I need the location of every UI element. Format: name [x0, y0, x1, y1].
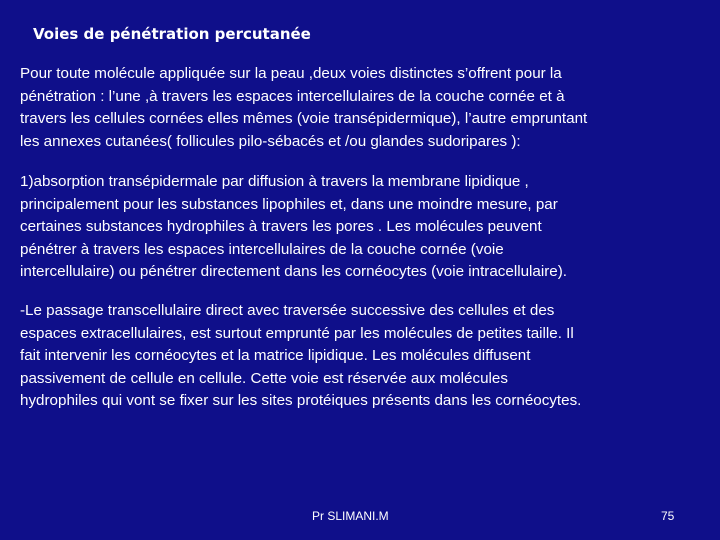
paragraph-line: pénétration : l’une ,à travers les espaces intercellulaires de la couche cornée et à	[20, 87, 565, 105]
footer-author: Pr SLIMANI.M	[312, 509, 389, 523]
paragraph-line: passivement de cellule en cellule. Cette voie est réservée aux molécules	[20, 369, 508, 387]
paragraph-line: hydrophiles qui vont se fixer sur les sites protéiques présents dans les cornéocytes.	[20, 392, 582, 410]
slide-title: Voies de pénétration percutanée	[33, 25, 311, 43]
paragraph-intro	[20, 63, 704, 153]
paragraph-line: les annexes cutanées( follicules pilo-sébacés et /ou glandes sudoripares ):	[20, 132, 521, 150]
paragraph-line: principalement pour les substances lipophiles et, dans une moindre mesure, par	[20, 195, 558, 213]
paragraph-line: espaces extracellulaires, est surtout emprunté par les molécules de petites taille. Il	[20, 324, 574, 342]
paragraph-line: certaines substances hydrophiles à travers les pores . Les molécules peuvent	[20, 218, 542, 236]
paragraph-line: Pour toute molécule appliquée sur la peau ,deux voies distinctes s’offrent pour la	[20, 65, 562, 82]
paragraph-transcellular	[20, 300, 704, 413]
paragraph-transepidermal	[20, 171, 704, 284]
paragraph-line: intercellulaire) ou pénétrer directement dans les cornéocytes (voie intracellulaire).	[20, 263, 568, 281]
paragraph-line: fait intervenir les cornéocytes et la matrice lipidique. Les molécules diffusent	[20, 347, 531, 365]
page-number: 75	[661, 509, 675, 523]
paragraph-line: 1)absorption transépidermale par diffusion à travers la membrane lipidique ,	[20, 173, 529, 190]
paragraph-line: travers les cellules cornées elles mêmes (voie transépidermique), l’autre empruntant	[20, 110, 588, 128]
paragraph-line: pénétrer à travers les espaces intercellulaires de la couche cornée (voie	[20, 240, 504, 258]
paragraph-line: -Le passage transcellulaire direct avec traversée successive des cellules et des	[20, 302, 555, 319]
